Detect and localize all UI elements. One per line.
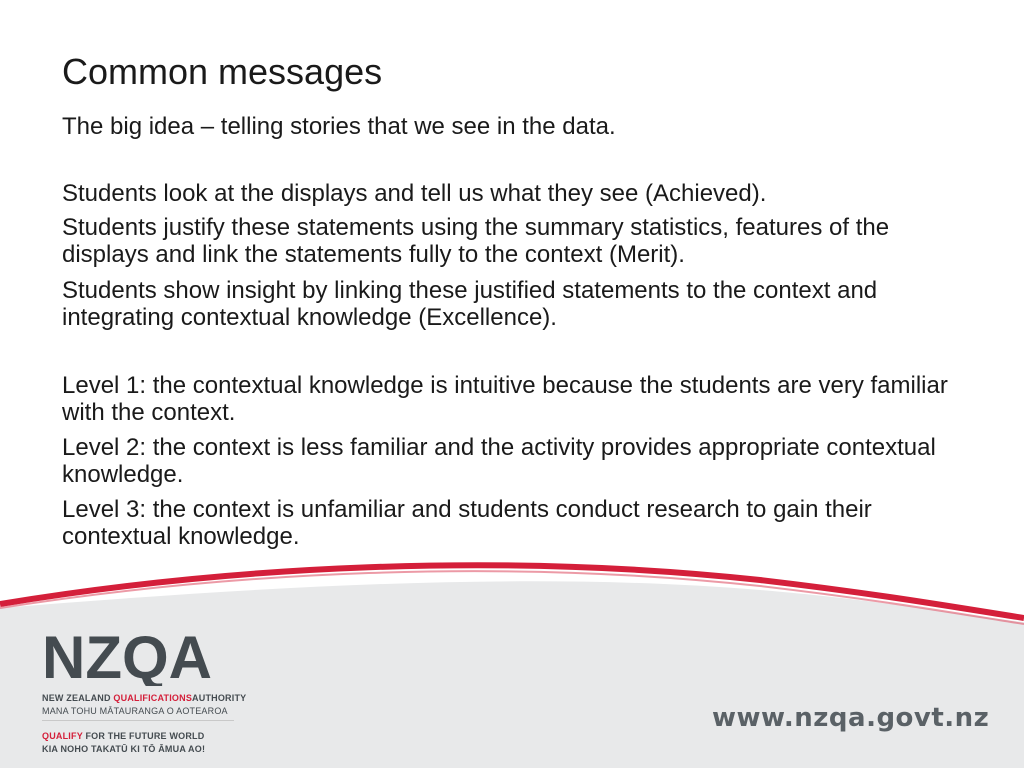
- subtitle: The big idea – telling stories that we see in the data.: [62, 113, 616, 140]
- org-name-maori: MANA TOHU MĀTAURANGA O AOTEAROA: [42, 706, 228, 716]
- nzqa-logo-mark: [42, 626, 238, 686]
- nzqa-logo-text: NZQA: [42, 626, 212, 686]
- tagline-english: QUALIFY FOR THE FUTURE WORLD: [42, 731, 205, 741]
- paragraph-level-3: Level 3: the context is unfamiliar and students conduct research to gain their contextual knowledge.: [62, 496, 872, 550]
- paragraph-level-2: Level 2: the context is less familiar and the activity provides appropriate contextual knowledge.: [62, 434, 936, 488]
- website-url: www.nzqa.govt.nz: [712, 703, 990, 733]
- paragraph-level-1: Level 1: the contextual knowledge is intuitive because the students are very familiar with the context.: [62, 372, 948, 426]
- org-name-english: NEW ZEALAND QUALIFICATIONSAUTHORITY: [42, 693, 247, 703]
- paragraph-achieved: Students look at the displays and tell us what they see (Achieved).: [62, 180, 767, 207]
- nzqa-logo: [42, 626, 238, 691]
- paragraph-merit: Students justify these statements using the summary statistics, features of the displays and link the statements fully to the context (Merit).: [62, 214, 890, 268]
- page-title: Common messages: [62, 51, 383, 92]
- logo-divider: [42, 720, 234, 721]
- paragraph-excellence: Students show insight by linking these justified statements to the context and integrating contextual knowledge (Excellence).: [62, 277, 878, 331]
- tagline-maori: KIA NOHO TAKATŪ KI TŌ ĀMUA AO!: [42, 744, 206, 754]
